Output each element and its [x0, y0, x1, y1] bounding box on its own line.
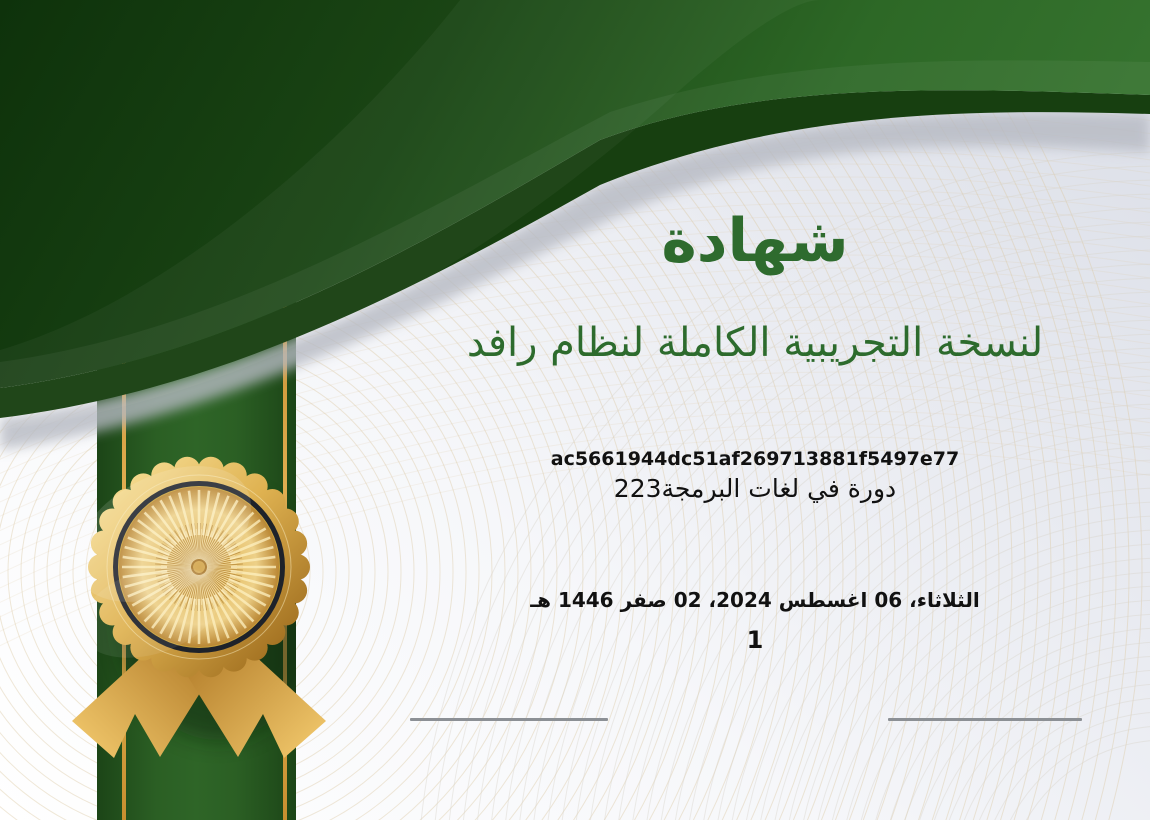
signature-line-left — [410, 718, 608, 721]
course-name: دورة في لغات البرمجة223 — [613, 474, 897, 503]
certificate-title: شهادة — [661, 206, 849, 276]
certificate-subtitle: لنسخة التجريبية الكاملة لنظام رافد — [466, 320, 1044, 366]
date-line: الثلاثاء، 06 اغسطس 2024، 02 صفر 1446 هـ — [530, 588, 980, 612]
serial-number: 1 — [746, 626, 764, 654]
signature-line-right — [888, 718, 1082, 721]
certificate-id: ac5661944dc51af269713881f5497e77 — [550, 448, 960, 470]
